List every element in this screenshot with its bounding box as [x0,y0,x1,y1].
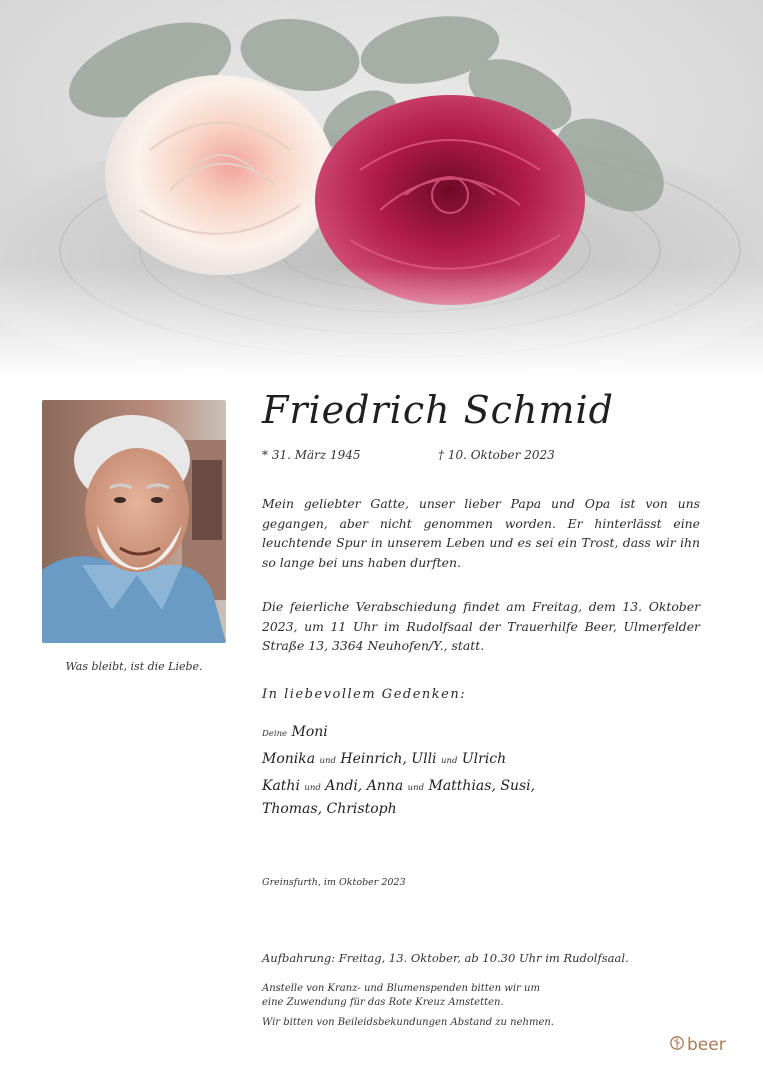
mourner-prefix: Deine [262,729,288,739]
donation-note [262,982,702,1010]
donation-note-line: eine Zuwendung für das Rote Kreuz Amstetten. [262,997,504,1008]
deceased-name: Friedrich Schmid [262,388,614,432]
leaf-icon [670,1034,684,1057]
conjunction: und [441,756,458,766]
mourner-name: Monika [262,751,316,767]
logo-text: beer [687,1035,726,1055]
place-date: Greinsfurth, im Oktober 2023 [262,877,406,888]
viewing-note: Aufbahrung: Freitag, 13. Oktober, ab 10.30 Uhr im Rudolfsaal. [262,951,629,965]
death-date: † 10. Oktober 2023 [438,448,555,462]
donation-note-line: Anstelle von Kranz- und Blumenspenden bitten wir um [262,983,540,994]
mourner-line [262,776,702,799]
mourner-name: Kathi [262,778,300,794]
conjunction: und [304,783,321,793]
mourner-line [262,722,702,745]
conjunction: und [319,756,336,766]
mourner-line [262,749,702,772]
obituary-paragraph-1: Mein geliebter Gatte, unser lieber Papa und Opa ist von uns gegangen, aber nicht genommen worden. Er hinterlässt eine leuchtende Spur in unserem Leben und es sei ein Trost, dass wir ihn so lange bei uns haben durften. [262,496,700,570]
birth-date: * 31. März 1945 [262,448,361,462]
mourner-name: Andi, Anna [325,778,404,794]
portrait-caption: Was bleibt, ist die Liebe. [65,660,203,673]
mourners-list [262,722,702,824]
header-rose-image [0,0,763,380]
ceremony-paragraph: Die feierliche Verabschiedung findet am Freitag, dem 13. Oktober 2023, um 11 Uhr im Rudolfsaal der Trauerhilfe Beer, Ulmerfelder Straße 13, 3364 Neuhofen/Y., statt. [262,599,700,654]
condolence-note: Wir bitten von Beileidsbekundungen Abstand zu nehmen. [262,1017,554,1028]
conjunction: und [407,783,425,793]
mourner-name: Matthias, Susi, [428,778,536,794]
in-memory-heading: In liebevollem Gedenken: [262,687,467,702]
mourner-line: Thomas, Christoph [262,801,397,817]
mourner-name: Moni [291,724,328,740]
beer-logo [670,1033,726,1057]
mourner-name: Heinrich, Ulli [340,751,437,767]
mourner-name: Ulrich [461,751,507,767]
portrait-photo [42,400,226,643]
